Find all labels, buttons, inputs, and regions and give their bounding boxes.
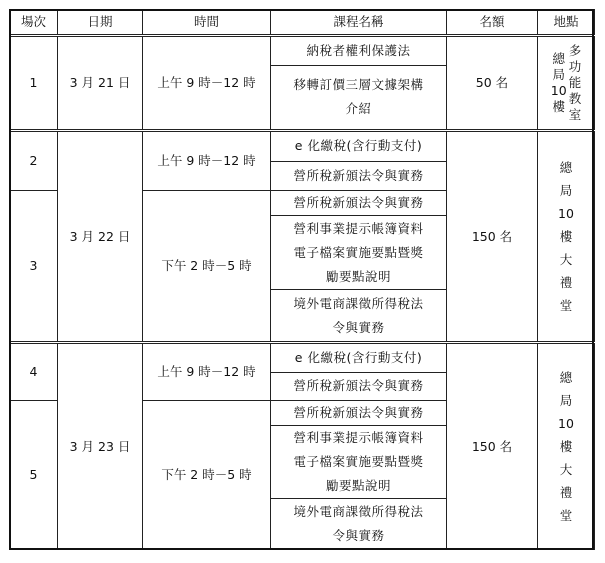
header-date: 日期	[58, 10, 143, 36]
schedule-table	[9, 9, 595, 550]
course-name: 境外電商課徵所得稅法 令與實務	[271, 499, 447, 550]
session-time: 上午 9 時－12 時	[143, 36, 271, 131]
location-text: 總 局 10 樓 大 禮 堂	[558, 370, 574, 523]
session-quota: 150 名	[447, 343, 538, 550]
session-time: 上午 9 時－12 時	[143, 343, 271, 401]
session-location	[538, 36, 595, 131]
course-name: 營所稅新頒法令與實務	[271, 161, 447, 191]
location-line-b: 總 局 10 樓	[550, 51, 567, 114]
header-row	[10, 10, 595, 36]
session-number: 5	[10, 401, 58, 550]
session-4-row-a	[10, 343, 595, 373]
session-2-row-a	[10, 131, 595, 162]
session-number: 3	[10, 191, 58, 343]
session-time: 下午 2 時－5 時	[143, 191, 271, 343]
location-text: 總 局 10 樓 大 禮 堂	[558, 160, 574, 313]
header-time: 時間	[143, 10, 271, 36]
header-quota: 名額	[447, 10, 538, 36]
session-date: 3 月 23 日	[58, 343, 143, 550]
session-date: 3 月 22 日	[58, 131, 143, 343]
session-number: 1	[10, 36, 58, 131]
header-location: 地點	[538, 10, 595, 36]
course-name: 納稅者權利保護法	[271, 36, 447, 66]
session-location	[538, 343, 595, 550]
session-time: 上午 9 時－12 時	[143, 131, 271, 191]
session-quota: 50 名	[447, 36, 538, 131]
course-name: e 化繳稅(含行動支付)	[271, 131, 447, 162]
course-name: 營所稅新頒法令與實務	[271, 401, 447, 426]
course-name: 營所稅新頒法令與實務	[271, 372, 447, 401]
header-course: 課程名稱	[271, 10, 447, 36]
course-name: 營利事業提示帳簿資料 電子檔案實施要點暨獎 勵要點說明	[271, 216, 447, 290]
header-session: 場次	[10, 10, 58, 36]
course-name: 境外電商課徵所得稅法 令與實務	[271, 290, 447, 343]
session-number: 4	[10, 343, 58, 401]
course-name: 移轉訂價三層文據架構 介紹	[271, 65, 447, 130]
location-line-a: 多 功 能 教 室	[568, 43, 582, 122]
course-name: 營所稅新頒法令與實務	[271, 191, 447, 216]
session-number: 2	[10, 131, 58, 191]
course-name: e 化繳稅(含行動支付)	[271, 343, 447, 373]
session-location	[538, 131, 595, 343]
session-quota: 150 名	[447, 131, 538, 343]
session-1-row-a	[10, 36, 595, 66]
session-time: 下午 2 時－5 時	[143, 401, 271, 550]
course-name: 營利事業提示帳簿資料 電子檔案實施要點暨獎 勵要點說明	[271, 426, 447, 499]
session-date: 3 月 21 日	[58, 36, 143, 131]
